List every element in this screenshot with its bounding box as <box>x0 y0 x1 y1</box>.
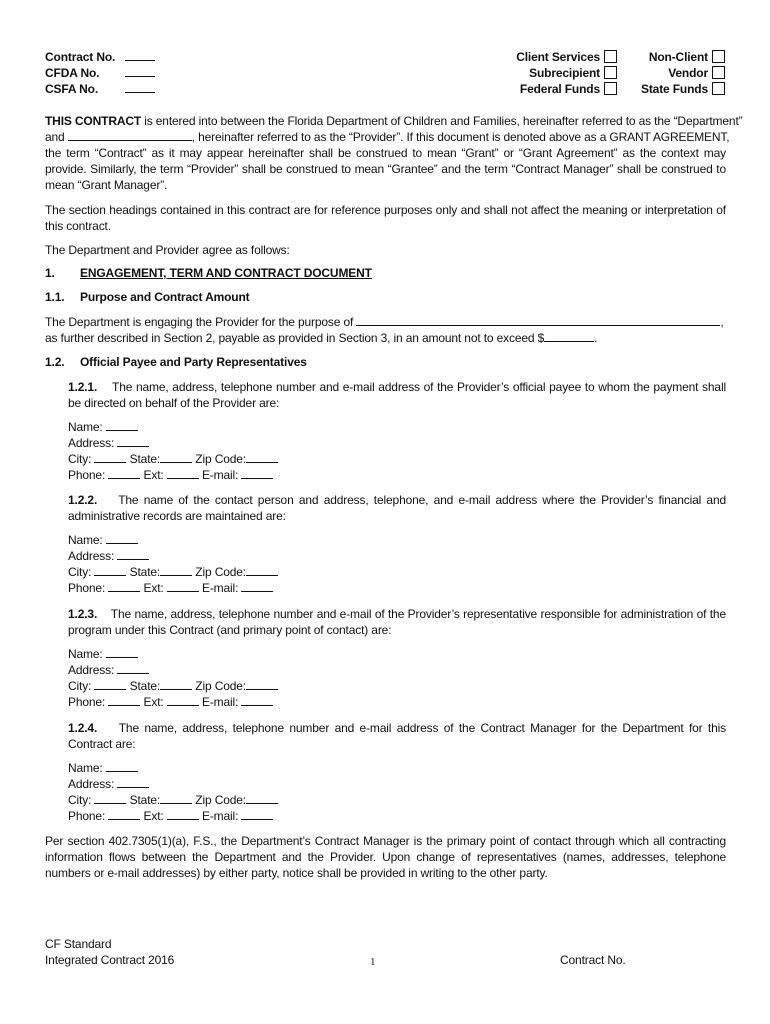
purpose-paragraph <box>45 314 726 346</box>
email-label: E-mail: <box>201 809 239 823</box>
non-client-checkbox[interactable] <box>712 50 725 63</box>
contract-no-label: Contract No. <box>45 50 116 64</box>
vendor-checkbox[interactable] <box>712 66 725 79</box>
intro-and: and <box>45 130 65 144</box>
footer-line1: CF Standard <box>45 937 112 951</box>
phone-label: Phone: <box>68 468 106 482</box>
zip-label: Zip Code: <box>195 793 246 807</box>
agree-line: The Department and Provider agree as follows: <box>45 243 290 257</box>
address-blank[interactable] <box>117 776 149 788</box>
email-blank[interactable] <box>241 808 273 820</box>
state-blank[interactable] <box>160 564 192 576</box>
name-label: Name: <box>68 647 103 661</box>
intro-line1: is entered into between the Florida Department of Children and Families, hereinafter referred to as the “Department” <box>141 114 743 128</box>
subsection-1-2-4 <box>68 720 726 752</box>
contact-fields-3 <box>68 646 278 710</box>
state-funds-checkbox[interactable] <box>712 82 725 95</box>
cfda-no-label: CFDA No. <box>45 66 100 80</box>
client-services-label: Client Services <box>516 50 600 64</box>
contract-header-ids <box>45 49 155 97</box>
phone-label: Phone: <box>68 695 106 709</box>
subsection-text: The name, address, telephone number and e-mail address of the Contract Manager for the Department for this Contract are: <box>68 721 726 751</box>
ext-blank[interactable] <box>167 580 199 592</box>
phone-label: Phone: <box>68 581 106 595</box>
checkbox-group-2 <box>620 49 725 97</box>
email-blank[interactable] <box>241 580 273 592</box>
contract-no-blank[interactable] <box>125 49 155 61</box>
cfda-no-blank[interactable] <box>125 65 155 77</box>
city-blank[interactable] <box>94 792 126 804</box>
name-blank[interactable] <box>106 760 138 772</box>
purpose-text-a-end: , <box>720 315 724 329</box>
federal-funds-checkbox[interactable] <box>604 82 617 95</box>
subsection-text: The name, address, telephone number and e-mail address of the Provider’s official payee to whom the payment shall be directed on behalf of the Provider are: <box>68 380 726 410</box>
purpose-text-b: as further described in Section 2, payable as provided in Section 3, in an amount not to exceed $ <box>45 331 545 345</box>
city-blank[interactable] <box>94 564 126 576</box>
ext-blank[interactable] <box>167 694 199 706</box>
ext-label: Ext: <box>143 581 164 595</box>
email-blank[interactable] <box>241 694 273 706</box>
intro-lead: THIS CONTRACT <box>45 114 142 128</box>
section-1-number: 1. <box>45 266 55 280</box>
subsection-1-2-1 <box>68 379 726 411</box>
subsection-text: The name, address, telephone number and e-mail of the Provider’s representative responsible for administration of the program under this Contract (and primary point of contact) are: <box>68 607 726 637</box>
name-blank[interactable] <box>106 646 138 658</box>
city-blank[interactable] <box>94 678 126 690</box>
intro-line2: , hereinafter referred to as the “Provider”. If this document is denoted above as a GRANT AGREEMENT, <box>191 130 730 144</box>
state-funds-label: State Funds <box>640 82 708 96</box>
ext-blank[interactable] <box>167 467 199 479</box>
contact-fields-4 <box>68 760 278 824</box>
ext-label: Ext: <box>143 468 164 482</box>
purpose-text-b-end: . <box>594 331 598 345</box>
state-label: State: <box>129 452 161 466</box>
phone-blank[interactable] <box>108 808 140 820</box>
city-label: City: <box>68 565 92 579</box>
state-label: State: <box>129 565 161 579</box>
purpose-blank[interactable] <box>356 314 720 326</box>
federal-funds-label: Federal Funds <box>519 82 600 96</box>
city-blank[interactable] <box>94 451 126 463</box>
address-label: Address: <box>68 549 115 563</box>
address-label: Address: <box>68 777 115 791</box>
zip-label: Zip Code: <box>195 452 246 466</box>
city-label: City: <box>68 679 92 693</box>
subsection-number: 1.2.1. <box>68 380 98 394</box>
name-label: Name: <box>68 420 103 434</box>
email-blank[interactable] <box>241 467 273 479</box>
address-label: Address: <box>68 436 115 450</box>
zip-label: Zip Code: <box>195 679 246 693</box>
subsection-text: The name of the contact person and address, telephone, and e-mail address where the Provider’s financial and administrative records are maintained are: <box>68 493 726 523</box>
subsection-number: 1.2.2. <box>68 493 98 507</box>
section-headings-note: The section headings contained in this contract are for reference purposes only and shall not affect the meaning or interpretation of this contract. <box>45 203 726 233</box>
non-client-label: Non-Client <box>648 50 708 64</box>
section-1-1-title: Purpose and Contract Amount <box>80 290 250 304</box>
zip-blank[interactable] <box>246 678 278 690</box>
address-blank[interactable] <box>117 548 149 560</box>
state-blank[interactable] <box>160 451 192 463</box>
subrecipient-checkbox[interactable] <box>604 66 617 79</box>
closing-paragraph: Per section 402.7305(1)(a), F.S., the Department’s Contract Manager is the primary point of contact through which all contracting information flows between the Department and the Provider. Upon change of representatives (names, addresses, telephone numbers or e-mail addresses) by either party, notice shall be provided in writing to the other party. <box>45 834 726 880</box>
zip-blank[interactable] <box>246 792 278 804</box>
zip-blank[interactable] <box>246 564 278 576</box>
section-1-2-title: Official Payee and Party Representatives <box>80 355 307 369</box>
state-blank[interactable] <box>160 678 192 690</box>
email-label: E-mail: <box>201 695 239 709</box>
state-label: State: <box>129 793 161 807</box>
purpose-text-a: The Department is engaging the Provider for the purpose of <box>45 315 354 329</box>
state-label: State: <box>129 679 161 693</box>
footer-left <box>45 936 174 968</box>
phone-blank[interactable] <box>108 467 140 479</box>
section-1-title: ENGAGEMENT, TERM AND CONTRACT DOCUMENT <box>80 266 372 280</box>
page-number: 1 <box>370 956 376 968</box>
phone-blank[interactable] <box>108 580 140 592</box>
ext-label: Ext: <box>143 809 164 823</box>
client-services-checkbox[interactable] <box>604 50 617 63</box>
phone-label: Phone: <box>68 809 106 823</box>
vendor-label: Vendor <box>668 66 708 80</box>
csfa-no-label: CSFA No. <box>45 82 99 96</box>
city-label: City: <box>68 793 92 807</box>
email-label: E-mail: <box>201 468 239 482</box>
subrecipient-label: Subrecipient <box>529 66 600 80</box>
subsection-number: 1.2.4. <box>68 721 98 735</box>
section-1-1-number: 1.1. <box>45 290 65 304</box>
state-blank[interactable] <box>160 792 192 804</box>
zip-blank[interactable] <box>246 451 278 463</box>
subsection-number: 1.2.3. <box>68 607 98 621</box>
csfa-no-blank[interactable] <box>125 81 155 93</box>
subsection-1-2-2 <box>68 492 726 524</box>
name-blank[interactable] <box>106 419 138 431</box>
provider-name-blank[interactable] <box>68 129 192 141</box>
address-blank[interactable] <box>117 435 149 447</box>
section-1-2-number: 1.2. <box>45 355 65 369</box>
checkbox-group-1 <box>480 49 617 97</box>
phone-blank[interactable] <box>108 694 140 706</box>
ext-blank[interactable] <box>167 808 199 820</box>
address-label: Address: <box>68 663 115 677</box>
footer-contract-no: Contract No. <box>560 953 626 967</box>
amount-blank[interactable] <box>544 330 594 342</box>
intro-remainder: the term “Contract” as it may appear hereinafter shall be construed to mean “Grant” or “Grant Agreement” as the context may provide. Similarly, the term “Provider” shall be construed to mean “Grantee” and the term “Contract Manager” shall be construed to mean “Grant Manager”. <box>45 146 726 192</box>
name-label: Name: <box>68 761 103 775</box>
contact-fields-2 <box>68 532 278 596</box>
name-blank[interactable] <box>106 532 138 544</box>
zip-label: Zip Code: <box>195 565 246 579</box>
subsection-1-2-3 <box>68 606 726 638</box>
city-label: City: <box>68 452 92 466</box>
ext-label: Ext: <box>143 695 164 709</box>
contact-fields-1 <box>68 419 278 483</box>
footer-line2: Integrated Contract 2016 <box>45 953 175 967</box>
address-blank[interactable] <box>117 662 149 674</box>
intro-paragraph <box>45 113 743 193</box>
email-label: E-mail: <box>201 581 239 595</box>
name-label: Name: <box>68 533 103 547</box>
